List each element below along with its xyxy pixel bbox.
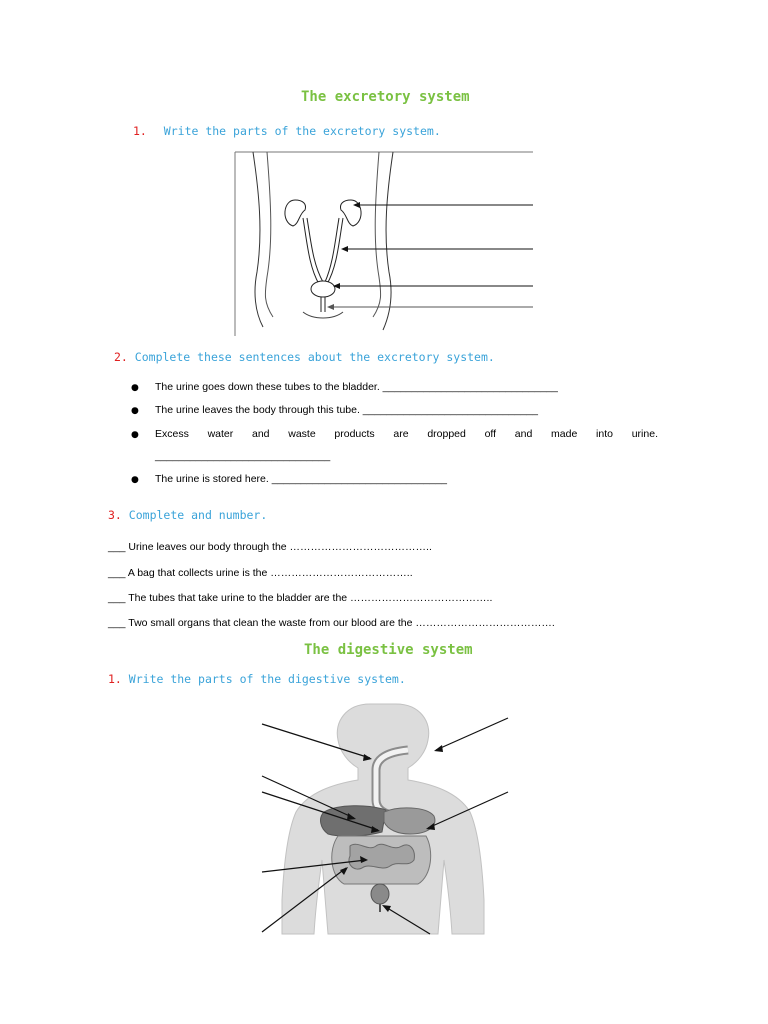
bullet-icon: ●	[131, 430, 139, 440]
list-item: Excess water and waste products are dropped off and made into urine.	[155, 428, 658, 440]
list-item: ___ A bag that collects urine is the …………………………………..	[108, 567, 413, 579]
digestive-diagram	[258, 700, 512, 934]
question-text: Write the parts of the digestive system.	[128, 672, 406, 686]
excretory-diagram	[233, 152, 535, 336]
bullet-icon: ●	[131, 383, 139, 393]
digestive-title: The digestive system	[304, 642, 473, 658]
list-item: ___ Two small organs that clean the waste from our blood are the ………………………………….	[108, 617, 555, 629]
digestive-question-1	[108, 672, 406, 686]
excretory-question-2	[114, 350, 495, 364]
list-item: The urine goes down these tubes to the bladder. ______________________________	[155, 381, 558, 393]
list-item-continuation: ______________________________	[155, 450, 331, 462]
excretory-title: The excretory system	[301, 89, 470, 105]
excretory-question-3	[108, 508, 267, 522]
list-item: ___ The tubes that take urine to the bladder are the …………………………………..	[108, 592, 493, 604]
bullet-icon: ●	[131, 475, 139, 485]
bullet-icon: ●	[131, 406, 139, 416]
question-number: 2.	[114, 350, 128, 364]
question-text: Write the parts of the excretory system.	[163, 124, 441, 138]
list-item: ___ Urine leaves our body through the …………………………………..	[108, 541, 432, 553]
question-text: Complete and number.	[128, 508, 268, 522]
question-number: 1.	[133, 124, 147, 138]
excretory-question-1	[133, 124, 441, 138]
list-item: The urine leaves the body through this tube. ______________________________	[155, 404, 538, 416]
question-text: Complete these sentences about the excretory system.	[134, 350, 495, 364]
question-number: 3.	[108, 508, 122, 522]
list-item: The urine is stored here. ______________________________	[155, 473, 447, 485]
question-number: 1.	[108, 672, 122, 686]
